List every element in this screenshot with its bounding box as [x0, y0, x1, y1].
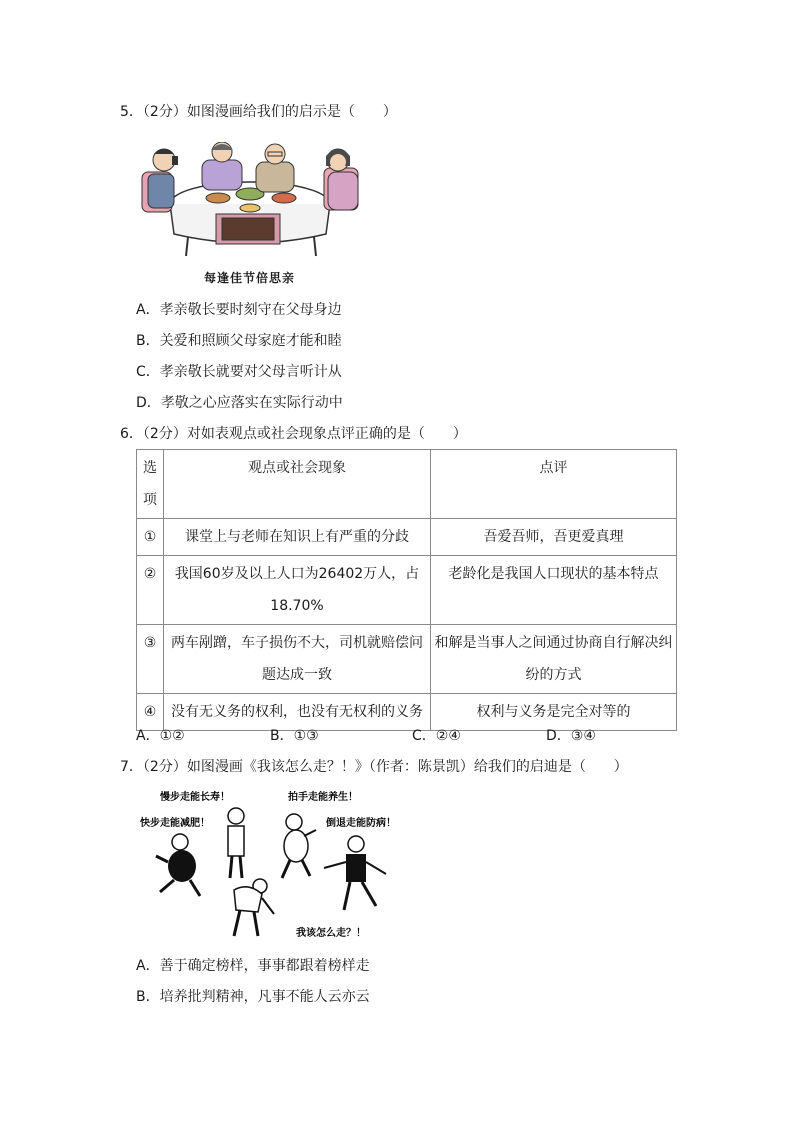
- opinion-table: [136, 449, 677, 731]
- bubble-clap-walk: 拍手走能养生！: [288, 792, 358, 803]
- header-option: 选项: [137, 450, 164, 519]
- header-view: 观点或社会现象: [164, 450, 431, 519]
- row-comment: 和解是当事人之间通过协商自行解决纠纷的方式: [431, 625, 677, 694]
- q7-option-b[interactable]: B．培养批判精神，凡事不能人云亦云: [136, 989, 370, 1005]
- bubble-backward-walk: 倒退走能防病！: [326, 818, 396, 829]
- q6-title: 6．（2分）对如表观点或社会现象点评正确的是（ ）: [120, 426, 467, 442]
- header-comment: 点评: [431, 450, 677, 519]
- row-view: 两车剐蹭，车子损伤不大，司机就赔偿问题达成一致: [164, 625, 431, 694]
- row-index: ①: [137, 519, 164, 556]
- row-comment: 吾爱吾师，吾更爱真理: [431, 519, 677, 556]
- row-view: 我国60岁及以上人口为26402万人，占18.70%: [164, 556, 431, 625]
- row-index: ④: [137, 694, 164, 731]
- q6-option-d[interactable]: D．③④: [546, 728, 596, 744]
- table-row: [137, 556, 677, 625]
- q5-cartoon-caption: 每逢佳节倍思亲: [204, 271, 296, 285]
- row-index: ②: [137, 556, 164, 625]
- q7-option-a[interactable]: A．善于确定榜样，事事都跟着榜样走: [136, 958, 370, 974]
- table-header-row: [137, 450, 677, 519]
- row-comment: 权利与义务是完全对等的: [431, 694, 677, 731]
- q6-option-b[interactable]: B．①③: [270, 728, 319, 744]
- q7-title: 7．（2分）如图漫画《我该怎么走？！》（作者：陈景凯）给我们的启迪是（ ）: [120, 759, 628, 775]
- q6-option-a[interactable]: A．①②: [136, 728, 185, 744]
- q5-option-d[interactable]: D．孝敬之心应落实在实际行动中: [136, 395, 343, 411]
- bubble-fast-walk: 快步走能减肥！: [140, 818, 210, 829]
- row-index: ③: [137, 625, 164, 694]
- family-dinner-cartoon: [138, 142, 368, 260]
- q5-option-b[interactable]: B．关爱和照顾父母家庭才能和睦: [136, 333, 342, 349]
- q6-option-c[interactable]: C．②④: [412, 728, 461, 744]
- table-row: [137, 625, 677, 694]
- row-view: 没有无义务的权利，也没有无权利的义务: [164, 694, 431, 731]
- q5-title: 5．（2分）如图漫画给我们的启示是（ ）: [120, 104, 397, 120]
- table-row: [137, 694, 677, 731]
- q5-option-a[interactable]: A．孝亲敬长要时刻守在父母身边: [136, 302, 342, 318]
- q5-option-c[interactable]: C．孝亲敬长就要对父母言听计从: [136, 364, 342, 380]
- row-view: 课堂上与老师在知识上有严重的分歧: [164, 519, 431, 556]
- row-comment: 老龄化是我国人口现状的基本特点: [431, 556, 677, 625]
- table-row: [137, 519, 677, 556]
- bubble-slow-walk: 慢步走能长寿！: [160, 792, 230, 803]
- walking-cartoon: [138, 786, 400, 942]
- bubble-how-walk: 我该怎么走？！: [296, 928, 366, 939]
